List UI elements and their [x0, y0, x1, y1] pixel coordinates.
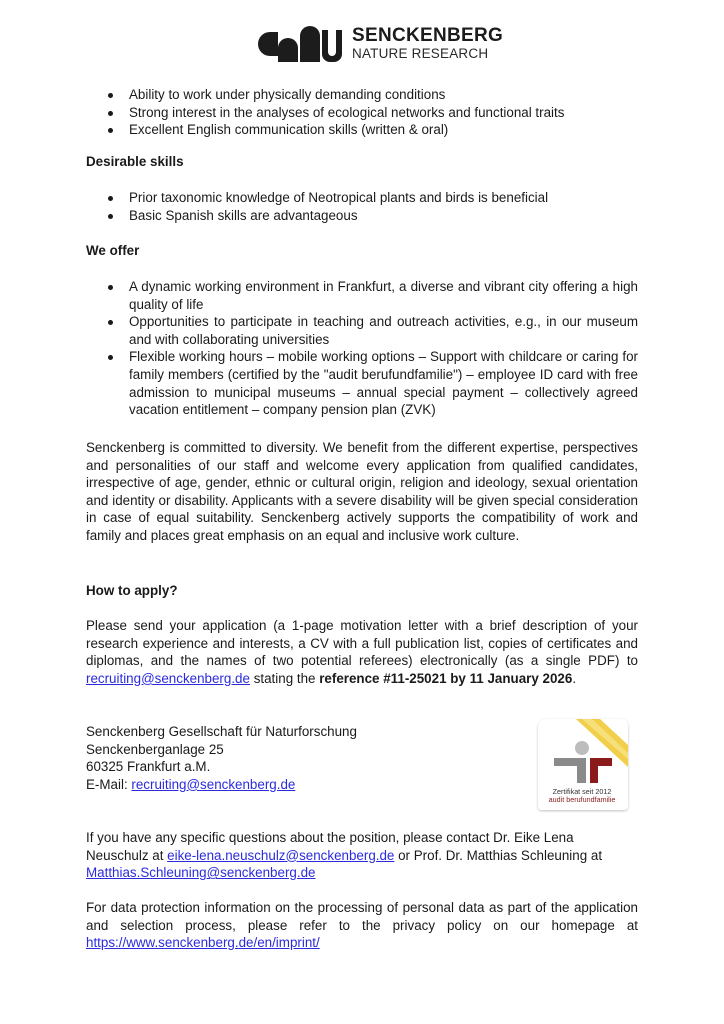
contact-paragraph: If you have any specific questions about the position, please contact Dr. Eike Lena Neuschulz at eike-lena.neuschulz@senckenberg.de or Prof. Dr. Matthias Schleuning at Matthias.Schleuning@senckenberg.de — [86, 830, 603, 881]
reference-deadline: reference #11-25021 by 11 January 2026 — [319, 670, 573, 686]
how-to-apply-heading: How to apply? — [86, 583, 178, 598]
certificate-badge-icon — [532, 715, 632, 813]
we-offer-list — [86, 278, 638, 419]
bullet-icon — [108, 320, 113, 325]
desirable-skills-list — [86, 189, 638, 224]
data-protection-paragraph: For data protection information on the processing of personal data as part of the application and selection process, please refer to the privacy policy on our homepage at https://www.senckenberg.de/en/imprint/ — [86, 900, 638, 951]
we-offer-heading: We offer — [86, 243, 140, 258]
bullet-icon — [108, 214, 113, 219]
imprint-url-link[interactable]: https://www.senckenberg.de/en/imprint/ — [86, 935, 320, 951]
badge-line2: audit berufundfamilie — [548, 795, 616, 804]
list-item: Prior taxonomic knowledge of Neotropical plants and birds is beneficial — [86, 189, 638, 207]
bullet-icon — [108, 285, 113, 290]
logo-title: SENCKENBERG — [352, 25, 504, 46]
requirements-list — [86, 86, 638, 139]
bullet-icon — [108, 93, 113, 98]
list-item: Basic Spanish skills are advantageous — [86, 207, 638, 225]
how-to-apply-text: Please send your application (a 1-page motivation letter with a brief description of your research experience and interests, a CV with a full publication list, copies of certificates and diplomas, and the names of two potential referees) electronically (as a single PDF) to recruiting@senckenberg.de stating the reference #11-25021 by 11 January 2026. — [86, 618, 638, 686]
logo-subtitle: NATURE RESEARCH — [352, 46, 489, 61]
badge-line1: Zertifikat seit 2012 — [552, 787, 612, 796]
list-item: Opportunities to participate in teaching and outreach activities, e.g., in our museum and with collaborating universities — [86, 313, 638, 348]
senckenberg-logo — [256, 22, 503, 66]
desirable-skills-heading: Desirable skills — [86, 154, 184, 169]
bullet-icon — [108, 111, 113, 116]
schleuning-email-link[interactable]: Matthias.Schleuning@senckenberg.de — [86, 865, 316, 881]
neuschulz-email-link[interactable]: eike-lena.neuschulz@senckenberg.de — [167, 847, 395, 863]
address-email-line: E-Mail: recruiting@senckenberg.de — [86, 776, 296, 792]
list-item: Strong interest in the analyses of ecological networks and functional traits — [86, 104, 638, 122]
address-line-org: Senckenberg Gesellschaft für Naturforschung — [86, 724, 357, 739]
list-item: Flexible working hours – mobile working options – Support with childcare or caring for family members (certified by the "audit berufundfamilie") – employee ID card with free admission to municipal museums – annual special payment – collectively agreed vacation entitlement – company pension plan (ZVK) — [86, 348, 638, 418]
diversity-statement: Senckenberg is committed to diversity. We benefit from the different expertise, perspectives and personalities of our staff and welcome every application from qualified candidates, irrespective of age, gender, ethnic or cultural origin, religion and ideology, sexual orientation and identity or disability. Applicants with a severe disability will be given special consideration in case of equal suitability. Senckenberg actively supports the compatibility of work and family and places great emphasis on an equal and inclusive work culture. — [86, 440, 638, 543]
list-item: Ability to work under physically demanding conditions — [86, 86, 638, 104]
address-email-link[interactable]: recruiting@senckenberg.de — [131, 776, 296, 792]
address-line-city: 60325 Frankfurt a.M. — [86, 759, 211, 775]
list-item: Excellent English communication skills (written & oral) — [86, 121, 638, 139]
bullet-icon — [108, 196, 113, 201]
address-line-street: Senckenberganlage 25 — [86, 741, 224, 757]
list-item: A dynamic working environment in Frankfurt, a diverse and vibrant city offering a high quality of life — [86, 278, 638, 313]
recruiting-email-link[interactable]: recruiting@senckenberg.de — [86, 670, 250, 686]
senckenberg-shapes-icon — [256, 24, 344, 64]
audit-berufundfamilie-badge — [532, 715, 632, 813]
bullet-icon — [108, 355, 113, 360]
bullet-icon — [108, 128, 113, 133]
